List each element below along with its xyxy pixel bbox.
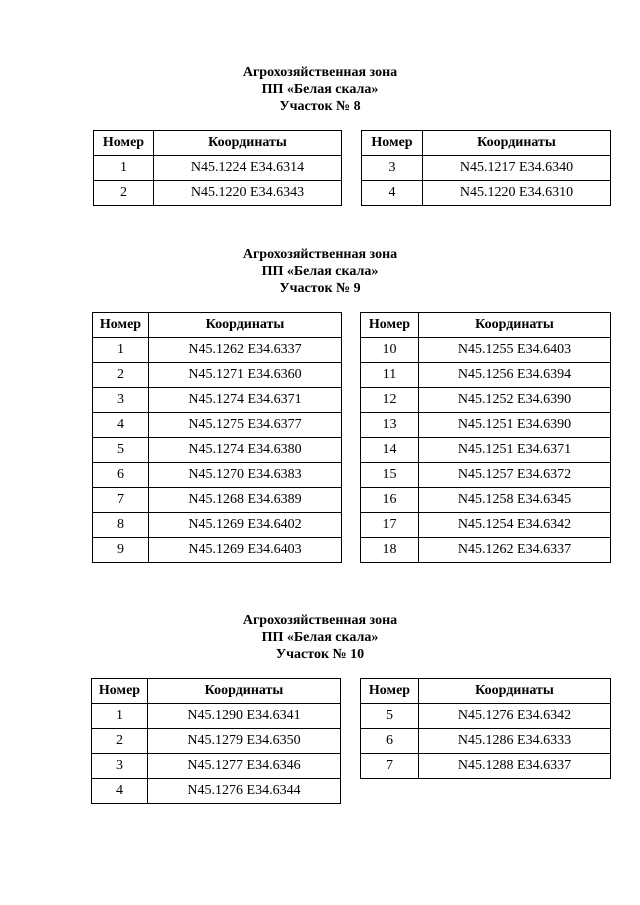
point-coordinates: N45.1268 E34.6389 — [149, 488, 342, 513]
table-header-row — [93, 313, 342, 338]
table-row — [93, 388, 342, 413]
coords-table-right — [360, 312, 611, 563]
point-coordinates: N45.1220 E34.6310 — [423, 181, 611, 206]
table-row — [361, 754, 611, 779]
number-column-header: Номер — [362, 131, 423, 156]
point-coordinates: N45.1217 E34.6340 — [423, 156, 611, 181]
table-row — [361, 338, 611, 363]
number-column-header: Номер — [92, 679, 148, 704]
point-number: 4 — [362, 181, 423, 206]
number-column-header: Номер — [94, 131, 154, 156]
coords-column-header: Координаты — [423, 131, 611, 156]
coords-column-header: Координаты — [148, 679, 341, 704]
plot-title: Участок № 10 — [275, 647, 365, 662]
table-row — [94, 156, 342, 181]
table-row — [93, 413, 342, 438]
point-number: 17 — [361, 513, 419, 538]
point-number: 11 — [361, 363, 419, 388]
point-coordinates: N45.1274 E34.6371 — [149, 388, 342, 413]
table-header-row — [92, 679, 341, 704]
table-row — [361, 438, 611, 463]
coords-column-header: Координаты — [419, 679, 611, 704]
site-title: ПП «Белая скала» — [261, 82, 379, 97]
table-row — [93, 463, 342, 488]
point-coordinates: N45.1276 E34.6344 — [148, 779, 341, 804]
point-number: 16 — [361, 488, 419, 513]
point-number: 1 — [93, 338, 149, 363]
table-row — [361, 538, 611, 563]
point-coordinates: N45.1270 E34.6383 — [149, 463, 342, 488]
table-header-row — [361, 679, 611, 704]
table-row — [93, 338, 342, 363]
table-header-row — [362, 131, 611, 156]
zone-title: Агрохозяйственная зона — [242, 65, 398, 80]
point-number: 3 — [92, 754, 148, 779]
point-coordinates: N45.1251 E34.6371 — [419, 438, 611, 463]
point-number: 7 — [361, 754, 419, 779]
coords-table-right — [361, 130, 611, 206]
table-row — [93, 488, 342, 513]
point-number: 7 — [93, 488, 149, 513]
table-header-row — [94, 131, 342, 156]
number-column-header: Номер — [361, 679, 419, 704]
table-row — [93, 438, 342, 463]
point-number: 1 — [94, 156, 154, 181]
point-coordinates: N45.1269 E34.6402 — [149, 513, 342, 538]
point-coordinates: N45.1274 E34.6380 — [149, 438, 342, 463]
point-number: 3 — [362, 156, 423, 181]
point-coordinates: N45.1277 E34.6346 — [148, 754, 341, 779]
point-coordinates: N45.1255 E34.6403 — [419, 338, 611, 363]
point-coordinates: N45.1271 E34.6360 — [149, 363, 342, 388]
point-coordinates: N45.1262 E34.6337 — [419, 538, 611, 563]
point-coordinates: N45.1269 E34.6403 — [149, 538, 342, 563]
point-number: 14 — [361, 438, 419, 463]
point-coordinates: N45.1276 E34.6342 — [419, 704, 611, 729]
point-number: 5 — [361, 704, 419, 729]
table-row — [362, 156, 611, 181]
point-coordinates: N45.1286 E34.6333 — [419, 729, 611, 754]
coords-table-right — [360, 678, 611, 779]
table-row — [93, 538, 342, 563]
table-row — [361, 388, 611, 413]
plot-10-section — [0, 612, 640, 798]
point-number: 12 — [361, 388, 419, 413]
site-title: ПП «Белая скала» — [261, 264, 379, 279]
table-row — [92, 729, 341, 754]
plot-8-section — [0, 64, 640, 200]
point-coordinates: N45.1252 E34.6390 — [419, 388, 611, 413]
section-heading — [0, 612, 640, 663]
point-coordinates: N45.1275 E34.6377 — [149, 413, 342, 438]
table-row — [92, 754, 341, 779]
coords-column-header: Координаты — [149, 313, 342, 338]
point-coordinates: N45.1220 E34.6343 — [154, 181, 342, 206]
point-number: 10 — [361, 338, 419, 363]
table-row — [92, 704, 341, 729]
point-coordinates: N45.1279 E34.6350 — [148, 729, 341, 754]
coords-table-left — [91, 678, 341, 804]
point-number: 18 — [361, 538, 419, 563]
point-number: 1 — [92, 704, 148, 729]
plot-9-section — [0, 246, 640, 557]
point-number: 5 — [93, 438, 149, 463]
number-column-header: Номер — [93, 313, 149, 338]
site-title: ПП «Белая скала» — [261, 630, 379, 645]
table-row — [93, 363, 342, 388]
table-row — [92, 779, 341, 804]
point-number: 2 — [92, 729, 148, 754]
table-row — [94, 181, 342, 206]
coords-table-left — [93, 130, 342, 206]
point-coordinates: N45.1257 E34.6372 — [419, 463, 611, 488]
table-row — [361, 729, 611, 754]
table-row — [362, 181, 611, 206]
plot-title: Участок № 9 — [279, 281, 361, 296]
point-number: 13 — [361, 413, 419, 438]
point-coordinates: N45.1254 E34.6342 — [419, 513, 611, 538]
point-number: 2 — [94, 181, 154, 206]
plot-title: Участок № 8 — [279, 99, 361, 114]
point-number: 8 — [93, 513, 149, 538]
table-row — [361, 463, 611, 488]
section-heading — [0, 64, 640, 115]
table-header-row — [361, 313, 611, 338]
point-number: 6 — [93, 463, 149, 488]
point-number: 3 — [93, 388, 149, 413]
table-row — [361, 413, 611, 438]
table-row — [361, 363, 611, 388]
point-number: 4 — [93, 413, 149, 438]
point-number: 9 — [93, 538, 149, 563]
point-number: 15 — [361, 463, 419, 488]
point-number: 2 — [93, 363, 149, 388]
coords-column-header: Координаты — [419, 313, 611, 338]
point-coordinates: N45.1256 E34.6394 — [419, 363, 611, 388]
coords-table-left — [92, 312, 342, 563]
point-coordinates: N45.1290 E34.6341 — [148, 704, 341, 729]
point-coordinates: N45.1288 E34.6337 — [419, 754, 611, 779]
point-coordinates: N45.1258 E34.6345 — [419, 488, 611, 513]
section-heading — [0, 246, 640, 297]
table-row — [361, 704, 611, 729]
number-column-header: Номер — [361, 313, 419, 338]
point-coordinates: N45.1224 E34.6314 — [154, 156, 342, 181]
zone-title: Агрохозяйственная зона — [242, 613, 398, 628]
table-row — [93, 513, 342, 538]
table-row — [361, 513, 611, 538]
coords-column-header: Координаты — [154, 131, 342, 156]
point-coordinates: N45.1251 E34.6390 — [419, 413, 611, 438]
zone-title: Агрохозяйственная зона — [242, 247, 398, 262]
table-row — [361, 488, 611, 513]
point-coordinates: N45.1262 E34.6337 — [149, 338, 342, 363]
point-number: 6 — [361, 729, 419, 754]
point-number: 4 — [92, 779, 148, 804]
